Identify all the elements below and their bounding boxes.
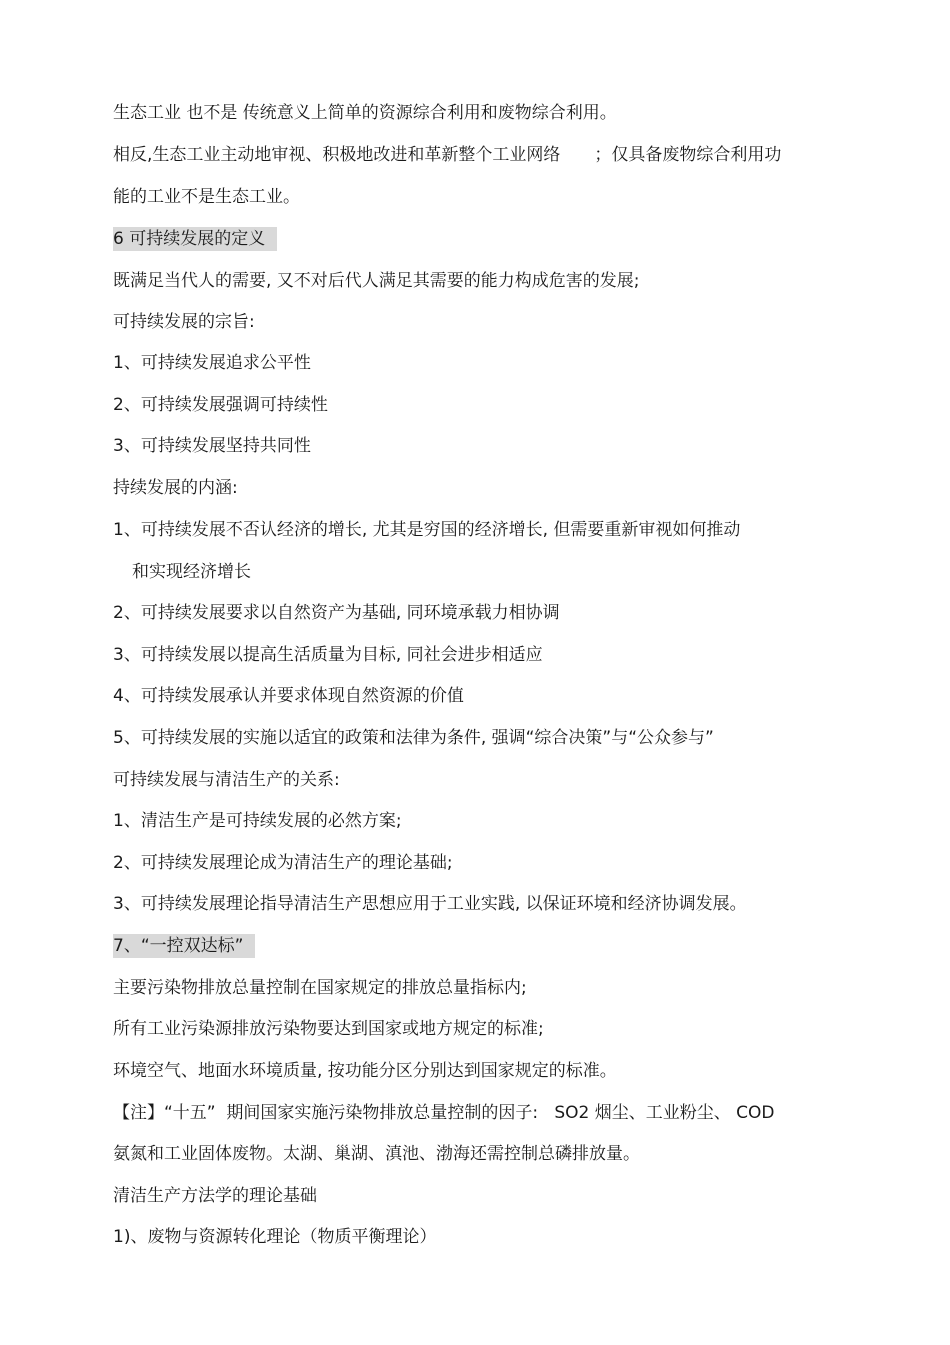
list-item: 3、可持续发展坚持共同性	[113, 436, 311, 456]
section-heading: 6 可持续发展的定义	[113, 227, 277, 251]
list-item: 2、可持续发展强调可持续性	[113, 395, 328, 415]
text-line: 持续发展的内涵:	[113, 478, 238, 498]
text-line: 主要污染物排放总量控制在国家规定的排放总量指标内;	[113, 978, 527, 998]
list-item: 5、可持续发展的实施以适宜的政策和法律为条件, 强调“综合决策”与“公众参与”	[113, 728, 714, 748]
list-item: 3、可持续发展理论指导清洁生产思想应用于工业实践, 以保证环境和经济协调发展。	[113, 894, 747, 914]
text-line: 既满足当代人的需要, 又不对后代人满足其需要的能力构成危害的发展;	[113, 271, 640, 291]
text-line: 能的工业不是生态工业。	[113, 187, 300, 207]
text-line: 可持续发展与清洁生产的关系:	[113, 770, 340, 790]
list-item: 1、可持续发展追求公平性	[113, 353, 311, 373]
note-line: 氨氮和工业固体废物。太湖、巢湖、滇池、渤海还需控制总磷排放量。	[113, 1144, 640, 1164]
list-item: 1)、废物与资源转化理论（物质平衡理论）	[113, 1227, 437, 1247]
text-line: 生态工业 也不是 传统意义上简单的资源综合利用和废物综合利用。	[113, 103, 617, 123]
section-heading: 7、“一控双达标”	[113, 934, 255, 958]
list-item: 2、可持续发展理论成为清洁生产的理论基础;	[113, 853, 453, 873]
text-line: 相反,生态工业主动地审视、积极地改进和革新整个工业网络 ；仅具备废物综合利用功	[113, 145, 782, 165]
list-item: 1、清洁生产是可持续发展的必然方案;	[113, 811, 402, 831]
note-line: 【注】“十五” 期间国家实施污染物排放总量控制的因子: SO2 烟尘、工业粉尘、 COD	[113, 1103, 775, 1123]
text-line: 所有工业污染源排放污染物要达到国家或地方规定的标准;	[113, 1019, 544, 1039]
text-line: 可持续发展的宗旨:	[113, 312, 255, 332]
text-line: 环境空气、地面水环境质量, 按功能分区分别达到国家规定的标准。	[113, 1061, 617, 1081]
text-line: 清洁生产方法学的理论基础	[113, 1186, 317, 1206]
list-item: 4、可持续发展承认并要求体现自然资源的价值	[113, 686, 464, 706]
list-item-continuation: 和实现经济增长	[132, 562, 251, 582]
list-item: 2、可持续发展要求以自然资产为基础, 同环境承载力相协调	[113, 603, 560, 623]
list-item: 3、可持续发展以提高生活质量为目标, 同社会进步相适应	[113, 645, 543, 665]
list-item: 1、可持续发展不否认经济的增长, 尤其是穷国的经济增长, 但需要重新审视如何推动	[113, 520, 741, 540]
